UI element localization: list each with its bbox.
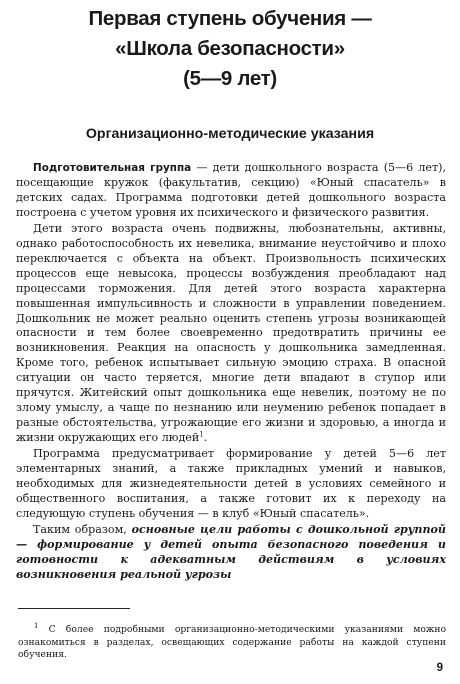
chapter-title-line-1: Первая ступень обучения — <box>88 7 372 30</box>
footnote-text: С более подробными организационно-методическими указаниями можно ознакомиться в разделах, освещающих содержание работы на каждой ступени обучения. <box>18 624 446 660</box>
paragraph-4-emphasis: основные цели работы с дошкольной группой — формирование у детей опыта безопасного поведения и готовности к адекватным действиям в условиях возникновения реальной угрозы <box>16 522 446 581</box>
footnote-marker: 1 <box>34 621 39 630</box>
footnote-reference: 1 <box>199 430 204 439</box>
paragraph-2 <box>16 222 446 446</box>
paragraph-1 <box>16 161 446 221</box>
paragraph-3-text: Программа предусматривает формирование у детей 5—6 лет элементарных знаний, а также прикладных умений и навыков, необходимых для жизнедеятельности детей в условиях семейного и общественного воспитания, а также готовит их к переходу на следующую ступень обучения — в клуб «Юный спасатель». <box>16 447 446 520</box>
paragraph-1-text: — дети дошкольного возраста (5—6 лет), посещающие кружок (факультатив, секцию) «Юный спасатель» в детских садах. Программа подготовки детей дошкольного возраста построена с учетом уровня их психического и физического развития. <box>16 161 446 219</box>
paragraph-4-text: Таким образом, <box>33 522 132 536</box>
paragraph-3 <box>16 447 446 522</box>
term-preparatory-group: Подготовительная группа <box>33 162 192 174</box>
chapter-title-line-3: (5—9 лет) <box>183 67 277 90</box>
footnote <box>18 621 446 662</box>
chapter-title <box>0 4 460 94</box>
page-number: 9 <box>436 662 443 674</box>
paragraph-2-text: Дети этого возраста очень подвижны, любознательны, активны, однако работоспособность их невелика, внимание неустойчиво и плохо переключается с объекта на объект. Произвольность психических процессов еще невысока, процессы возбуждения преобладают над процессами торможения. Для детей этого возраста характерна повышенная импульсивность и сложности в управлении поведением. Дошкольник не может реально оценить степень угрозы возникающей опасности и тем более своевременно предотвратить причины ее возникновения. Реакция на опасность у дошкольника замедленная. Кроме того, ребенок испытывает сильную эмоцию страха. В опасной ситуации он часто теряется, многие дети впадают в ступор или прячутся. Житейский опыт дошкольника еще невелик, поэтому не по злому умыслу, а чаще по незнанию или неумению ребенок попадает в разные обстоятельства, угрожающие его жизни и здоровью, а иногда и жизни окружающих его людей <box>16 221 446 445</box>
paragraph-2-text-end: . <box>203 431 208 445</box>
paragraph-4 <box>16 523 446 583</box>
section-heading: Организационно-методические указания <box>85 126 375 142</box>
footnote-divider <box>18 608 130 609</box>
body-text <box>16 161 446 583</box>
footnote-body <box>18 621 446 662</box>
chapter-title-line-2: «Школа безопасности» <box>115 37 345 60</box>
